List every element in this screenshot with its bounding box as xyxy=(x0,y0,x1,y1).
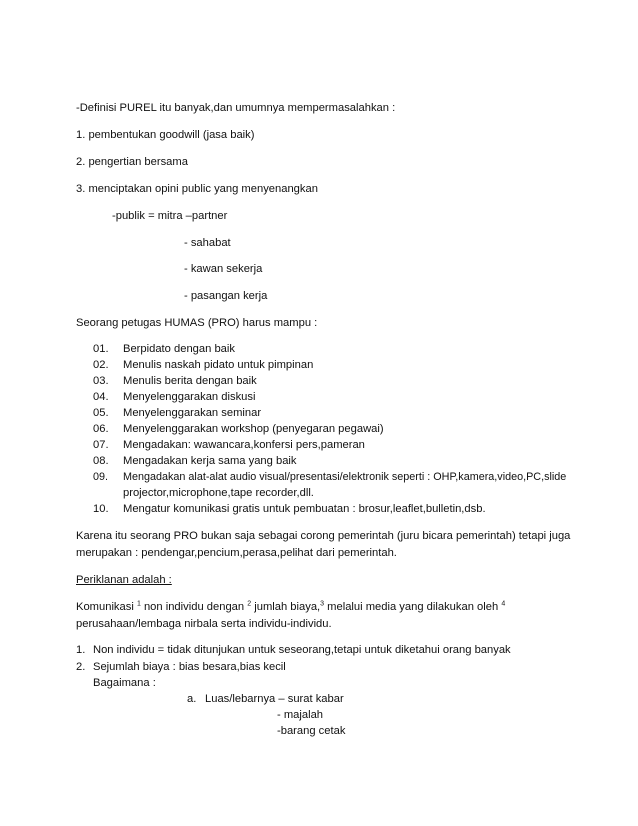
list-text: Mengadakan kerja sama yang baik xyxy=(123,455,297,467)
komunikasi-text: jumlah biaya, xyxy=(251,601,321,613)
komunikasi-line xyxy=(76,600,505,614)
list-number: 08. xyxy=(93,455,109,467)
list-number: 09. xyxy=(93,471,109,483)
intro-line: -Definisi PUREL itu banyak,dan umumnya mempermasalahkan : xyxy=(76,102,396,114)
list-item xyxy=(93,358,313,372)
komunikasi-text: non individu dengan xyxy=(140,601,248,613)
footnote-mark: 1 xyxy=(136,600,141,608)
definition-item: 1. pembentukan goodwill (jasa baik) xyxy=(76,129,255,141)
definition-item: 3. menciptakan opini public yang menyenangkan xyxy=(76,183,318,195)
list-text: Menulis naskah pidato untuk pimpinan xyxy=(123,359,314,371)
point-text: Sejumlah biaya : bias besara,bias kecil xyxy=(93,661,286,673)
list-text: Menyelenggarakan diskusi xyxy=(123,391,256,403)
list-number: 01. xyxy=(93,343,109,355)
list-number: 07. xyxy=(93,439,109,451)
bagaimana-label: Bagaimana : xyxy=(93,677,156,689)
list-text: Mengadakan: wawancara,konfersi pers,pameran xyxy=(123,439,365,451)
publik-synonym: - sahabat xyxy=(184,237,231,249)
sub-item-label: a. xyxy=(187,693,197,705)
humas-heading: Seorang petugas HUMAS (PRO) harus mampu : xyxy=(76,317,318,329)
list-item xyxy=(93,438,365,452)
list-item-continuation: projector,microphone,tape recorder,dll. xyxy=(123,487,314,499)
point-item xyxy=(76,643,511,657)
sub-item-continuation: -barang cetak xyxy=(277,725,346,737)
list-text: Menulis berita dengan baik xyxy=(123,375,257,387)
paragraph-line: merupakan : pendengar,pencium,perasa,pelihat dari pemerintah. xyxy=(76,547,397,559)
point-text: Non individu = tidak ditunjukan untuk seseorang,tetapi untuk diketahui orang banyak xyxy=(93,644,511,656)
footnote-mark: 4 xyxy=(501,600,506,608)
komunikasi-line-2: perusahaan/lembaga nirbala serta individu-individu. xyxy=(76,618,332,630)
sub-item-text: Luas/lebarnya – surat kabar xyxy=(205,693,344,705)
footnote-mark: 2 xyxy=(247,600,252,608)
list-item xyxy=(93,470,566,484)
list-item xyxy=(93,374,257,388)
publik-line: -publik = mitra –partner xyxy=(112,210,228,222)
list-item xyxy=(93,406,261,420)
paragraph-line: Karena itu seorang PRO bukan saja sebagai corong pemerintah (juru bicara pemerintah) tetapi juga xyxy=(76,530,571,542)
list-text: Menyelenggarakan seminar xyxy=(123,407,262,419)
sub-item-continuation: - majalah xyxy=(277,709,324,721)
list-number: 02. xyxy=(93,359,109,371)
list-text: Menyelenggarakan workshop (penyegaran pegawai) xyxy=(123,423,384,435)
list-number: 10. xyxy=(93,503,109,515)
footnote-mark: 3 xyxy=(320,600,325,608)
list-item xyxy=(93,502,486,516)
list-item xyxy=(93,390,255,404)
point-number: 2. xyxy=(76,661,86,673)
list-text: Mengadakan alat-alat audio visual/presentasi/elektronik seperti : OHP,kamera,video,PC,slide xyxy=(123,471,567,483)
periklanan-heading: Periklanan adalah : xyxy=(76,574,172,586)
sub-item xyxy=(187,692,344,706)
komunikasi-text: Komunikasi xyxy=(76,601,137,613)
list-number: 05. xyxy=(93,407,109,419)
list-number: 04. xyxy=(93,391,109,403)
list-text: Berpidato dengan baik xyxy=(123,343,235,355)
point-item xyxy=(76,660,286,674)
definition-item: 2. pengertian bersama xyxy=(76,156,188,168)
point-number: 1. xyxy=(76,644,86,656)
list-item xyxy=(93,342,235,356)
komunikasi-text: melalui media yang dilakukan oleh xyxy=(324,601,502,613)
publik-synonym: - kawan sekerja xyxy=(184,263,263,275)
publik-synonym: - pasangan kerja xyxy=(184,290,268,302)
list-text: Mengatur komunikasi gratis untuk pembuatan : brosur,leaflet,bulletin,dsb. xyxy=(123,503,486,515)
list-number: 03. xyxy=(93,375,109,387)
list-item xyxy=(93,454,297,468)
list-item xyxy=(93,422,384,436)
list-number: 06. xyxy=(93,423,109,435)
